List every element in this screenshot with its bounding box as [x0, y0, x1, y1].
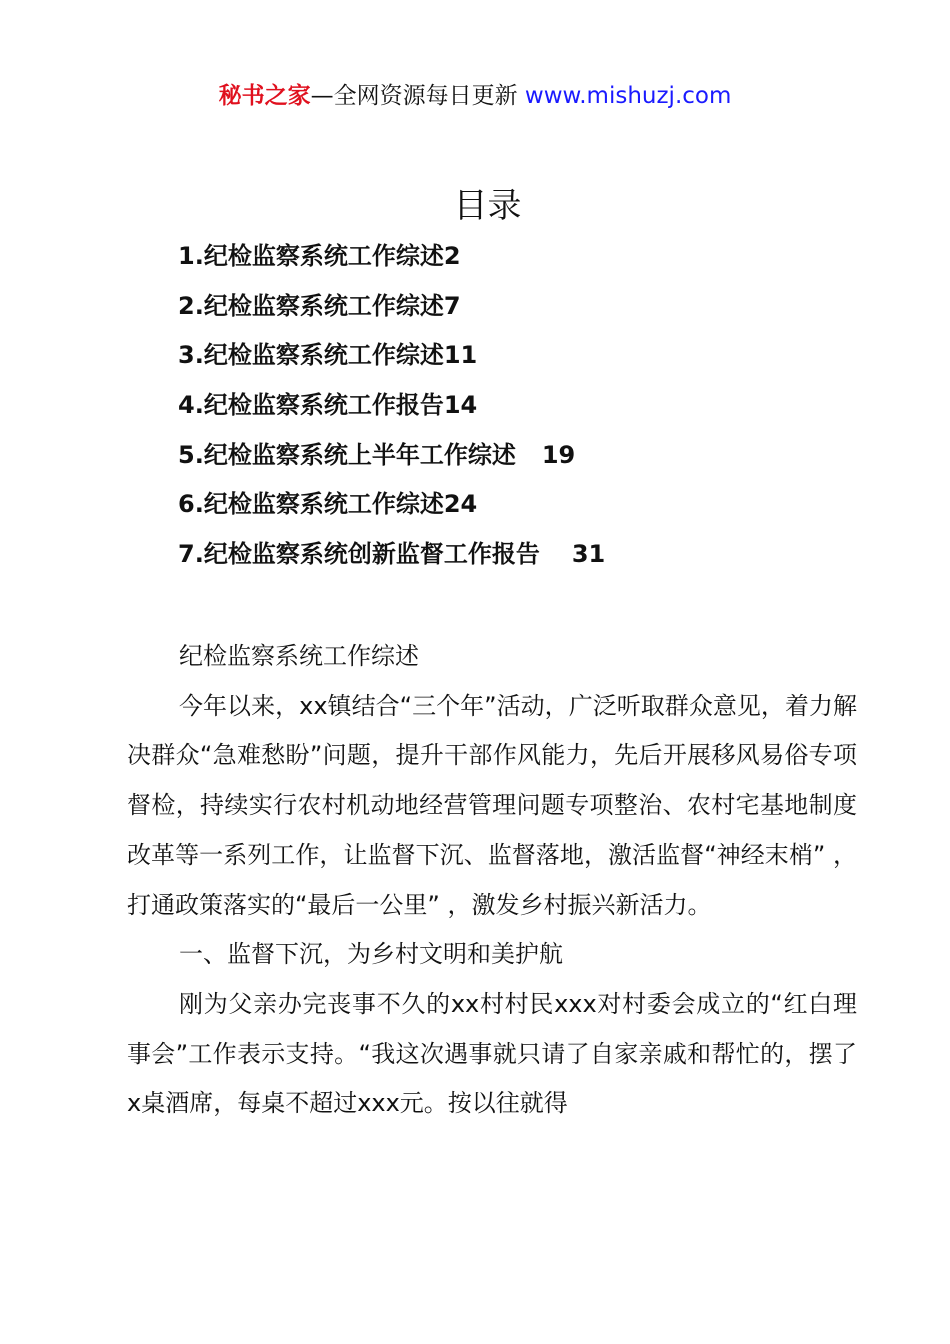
article-body — [127, 632, 857, 1129]
table-of-contents — [178, 236, 605, 584]
toc-item-page: 24 — [443, 490, 478, 519]
toc-item-text: 5.纪检监察系统上半年工作综述 — [178, 440, 516, 469]
toc-item[interactable] — [178, 435, 605, 485]
article-paragraph: 今年以来，xx镇结合“三个年”活动，广泛听取群众意见，着力解决群众“急难愁盼”问题，提升干部作风能力，先后开展移风易俗专项督检，持续实行农村机动地经营管理问题专项整治、农村宅基地制度改革等一系列工作，让监督下沉、监督落地，激活监督“神经末梢” ，打通政策落实的“最后一公里” ，激发乡村振兴新活力。 — [127, 691, 857, 919]
toc-item[interactable] — [178, 385, 605, 435]
article-title: 纪检监察系统工作综述 — [179, 642, 419, 670]
toc-item[interactable] — [178, 534, 605, 584]
toc-item[interactable] — [178, 236, 605, 286]
toc-title: 目录 — [453, 186, 522, 226]
header-tagline: —全网资源每日更新 — [310, 83, 525, 109]
site-header — [0, 80, 950, 112]
toc-item[interactable] — [178, 286, 605, 336]
toc-item-text: 2.纪检监察系统工作综述 — [178, 291, 444, 320]
toc-item-page: 7 — [443, 291, 461, 320]
toc-item-text: 1.纪检监察系统工作综述 — [178, 242, 444, 270]
toc-item[interactable] — [178, 335, 605, 385]
toc-item-page: 14 — [443, 391, 478, 420]
toc-item-page: 11 — [443, 341, 478, 370]
toc-item-page: 31 — [571, 540, 606, 569]
toc-item-page: 19 — [541, 440, 576, 469]
toc-item-text: 3.纪检监察系统工作综述 — [178, 341, 444, 370]
website-link[interactable]: www.mishuzj.com — [524, 83, 732, 109]
toc-item-text: 7.纪检监察系统创新监督工作报告 — [178, 540, 540, 569]
toc-item-page: 2 — [443, 242, 461, 270]
brand-name: 秘书之家 — [218, 83, 311, 109]
toc-item-text: 4.纪检监察系统工作报告 — [178, 391, 444, 420]
article-paragraph: 刚为父亲办完丧事不久的xx村村民xxx对村委会成立的“红白理事会”工作表示支持。“我这次遇事就只请了自家亲戚和帮忙的，摆了x桌酒席，每桌不超过xxx元。按以往就得 — [127, 989, 857, 1118]
article-section-heading: 一、监督下沉，为乡村文明和美护航 — [179, 940, 563, 969]
toc-item-text: 6.纪检监察系统工作综述 — [178, 490, 444, 519]
toc-item[interactable] — [178, 484, 605, 534]
